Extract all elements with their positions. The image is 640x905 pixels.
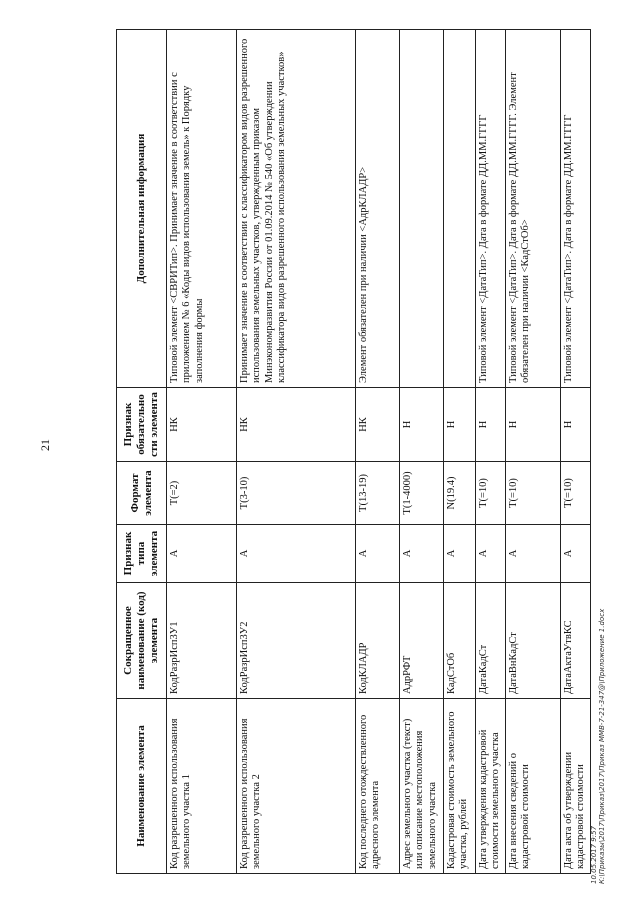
cell-element-name: Дата утверждения кадастровой стоимости земельного участка	[476, 699, 506, 874]
header-required-flag: Признак обязательности элемента	[117, 388, 167, 462]
cell-type-flag: А	[167, 525, 237, 583]
cell-additional-info	[444, 30, 476, 388]
cell-element-name: Кадастровая стоимость земельного участка, рублей	[444, 699, 476, 874]
cell-format: T(=10)	[476, 462, 506, 525]
cell-short-name: КадСтОб	[444, 583, 476, 699]
cell-element-name: Дата акта об утверждении кадастровой стоимости	[561, 699, 591, 874]
document-footer	[590, 609, 607, 884]
elements-table	[116, 29, 591, 874]
cell-type-flag: А	[400, 525, 444, 583]
cell-format: T(1-4000)	[400, 462, 444, 525]
cell-short-name: ДатаВнКадСт	[506, 583, 561, 699]
cell-required-flag: НК	[237, 388, 356, 462]
cell-type-flag: А	[237, 525, 356, 583]
cell-additional-info: Принимает значение в соответствии с классификатором видов разрешенного использования земельных участков, утвержденным приказом Минэкономразвития России от 01.09.2014 № 540 «Об утверждении классификатора видов разрешенного использования земельных участков»	[237, 30, 356, 388]
cell-short-name: КодРазрИсп3У2	[237, 583, 356, 699]
header-element-name: Наименование элемента	[117, 699, 167, 874]
cell-format: N(19.4)	[444, 462, 476, 525]
cell-required-flag: Н	[506, 388, 561, 462]
footer-file-path: К:\Приказы\2017\Приказ\2017\Приказ ММВ-7-21-347@\Приложение 1.docx	[598, 608, 607, 884]
cell-short-name: ДатаАктаУтвКС	[561, 583, 591, 699]
table-row	[506, 30, 561, 874]
cell-short-name: КодКЛАДР	[356, 583, 400, 699]
cell-format: T(=10)	[561, 462, 591, 525]
table-row	[400, 30, 444, 874]
table-row	[356, 30, 400, 874]
cell-element-name: Дата внесения сведений о кадастровой стоимости	[506, 699, 561, 874]
cell-format: T(=10)	[506, 462, 561, 525]
footer-timestamp: 10.05.2017 9:57	[590, 825, 598, 884]
cell-additional-info: Типовой элемент <СВРИТип>. Принимает значение в соответствии с приложением № 6 «Коды видов использования земель» к Порядку заполнения формы	[167, 30, 237, 388]
header-format: Формат элемента	[117, 462, 167, 525]
cell-element-name: Адрес земельного участка (текст) или описание местоположения земельного участка	[400, 699, 444, 874]
cell-type-flag: А	[444, 525, 476, 583]
cell-additional-info: Типовой элемент <ДатаТип>. Дата в формате ДД.ММ.ГГГГ	[476, 30, 506, 388]
header-type-flag: Признак типа элемента	[117, 525, 167, 583]
header-additional-info: Дополнительная информация	[117, 30, 167, 388]
table-row	[444, 30, 476, 874]
cell-short-name: КодРазрИсп3У1	[167, 583, 237, 699]
cell-element-name: Код разрешенного использования земельного участка 1	[167, 699, 237, 874]
cell-short-name: ДатаКадСт	[476, 583, 506, 699]
rotated-table-container	[116, 30, 587, 874]
cell-required-flag: Н	[561, 388, 591, 462]
cell-element-name: Код разрешенного использования земельного участка 2	[237, 699, 356, 874]
cell-additional-info: Типовой элемент <ДатаТип>. Дата в формате ДД.ММ.ГГГГ. Элемент обязателен при наличии <КадСтОб>	[506, 30, 561, 388]
table-row	[476, 30, 506, 874]
cell-additional-info	[400, 30, 444, 388]
cell-required-flag: Н	[400, 388, 444, 462]
table-row	[561, 30, 591, 874]
cell-format: T(=2)	[167, 462, 237, 525]
page-number: 21	[38, 439, 52, 451]
cell-type-flag: А	[561, 525, 591, 583]
table-row	[237, 30, 356, 874]
cell-short-name: АдрРФТ	[400, 583, 444, 699]
cell-required-flag: Н	[444, 388, 476, 462]
header-short-name: Сокращенное наименование (код) элемента	[117, 583, 167, 699]
table-row	[167, 30, 237, 874]
cell-type-flag: А	[506, 525, 561, 583]
cell-format: T(13-19)	[356, 462, 400, 525]
table-header-row	[117, 30, 167, 874]
cell-additional-info: Элемент обязателен при наличии <АдрКЛАДР>	[356, 30, 400, 388]
cell-format: T(3-10)	[237, 462, 356, 525]
cell-type-flag: А	[476, 525, 506, 583]
cell-required-flag: НК	[167, 388, 237, 462]
cell-element-name: Код последнего отождествленного адресного элемента	[356, 699, 400, 874]
cell-required-flag: Н	[476, 388, 506, 462]
cell-type-flag: А	[356, 525, 400, 583]
cell-additional-info: Типовой элемент <ДатаТип>. Дата в формате ДД.ММ.ГГГГ	[561, 30, 591, 388]
cell-required-flag: НК	[356, 388, 400, 462]
